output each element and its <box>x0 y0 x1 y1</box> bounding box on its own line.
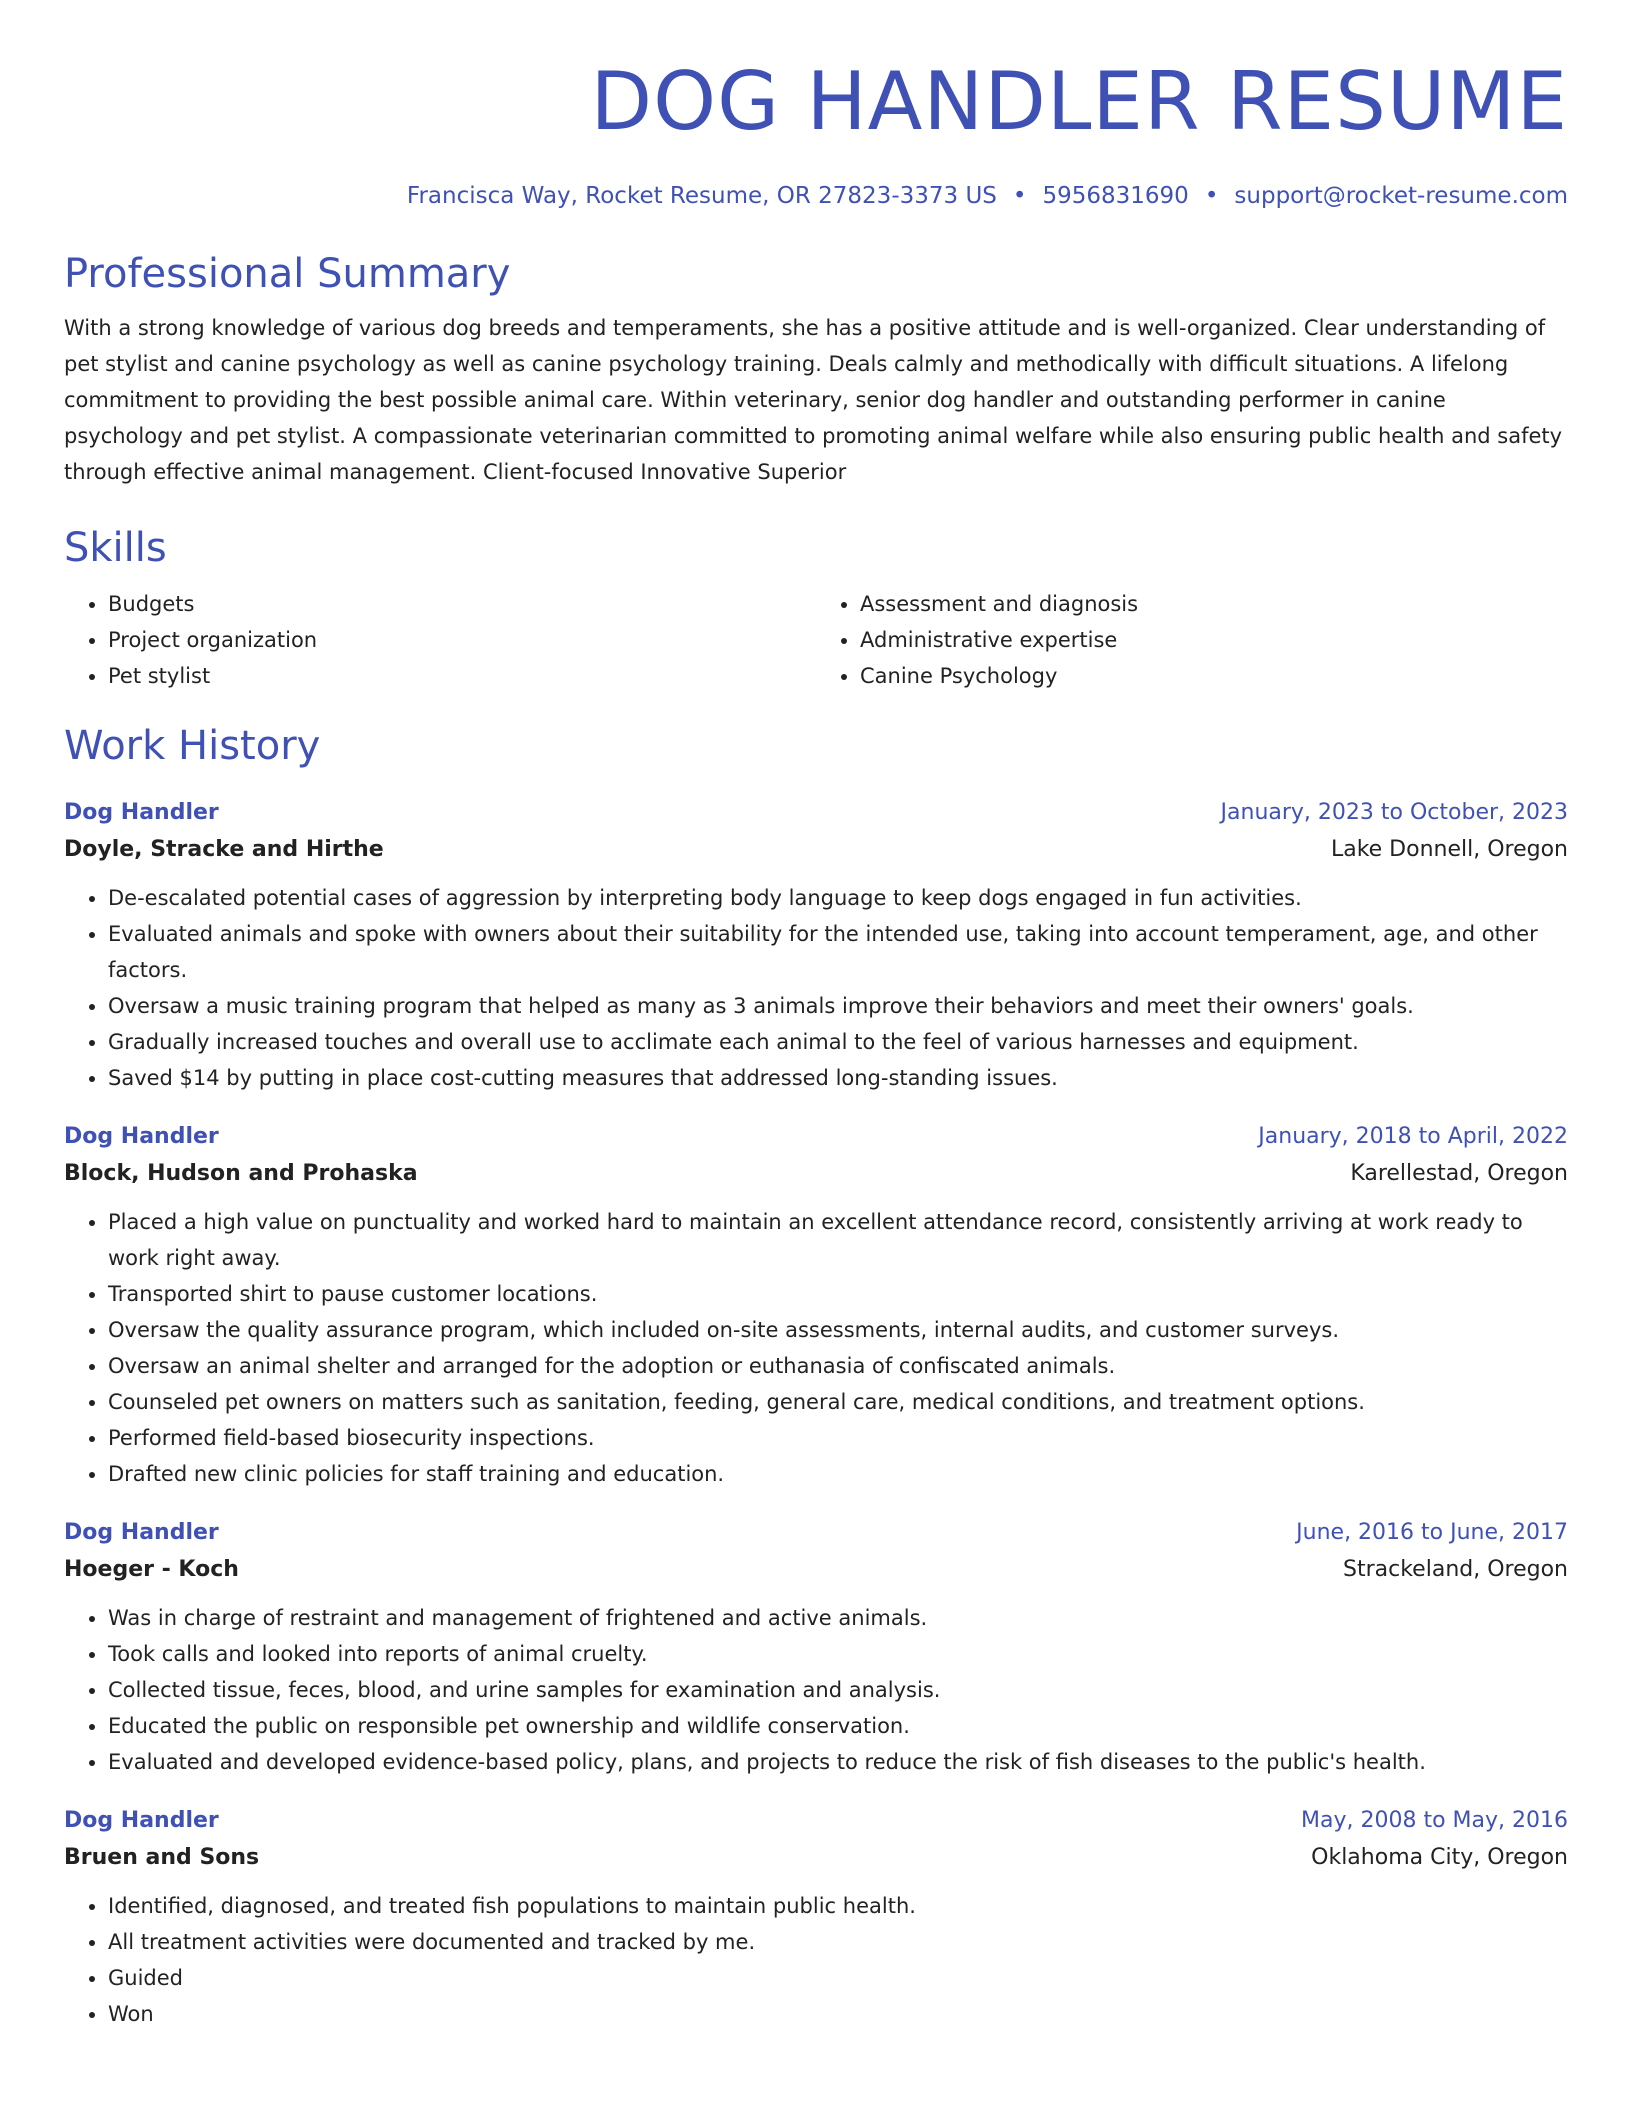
job-entry <box>64 796 1568 1096</box>
job-title: Dog Handler <box>64 1808 219 1833</box>
duty-item: • Educated the public on responsible pet ownership and wildlife conservation. <box>108 1708 1568 1744</box>
skill-item: • Administrative expertise <box>860 622 1568 658</box>
duty-item: • Oversaw an animal shelter and arranged for the adoption or euthanasia of confiscated animals. <box>108 1348 1568 1384</box>
duty-item: • Guided <box>108 1960 1568 1996</box>
job-dates: January, 2018 to April, 2022 <box>1258 1124 1568 1149</box>
duty-item: • Oversaw a music training program that helped as many as 3 animals improve their behaviors and meet their owners' goals. <box>108 988 1568 1024</box>
resume-page <box>64 52 1568 2032</box>
skills-heading: Skills <box>64 525 167 571</box>
company-name: Doyle, Stracke and Hirthe <box>64 837 384 862</box>
job-company-row <box>64 1550 1568 1590</box>
job-location: Lake Donnell, Oregon <box>1330 837 1568 862</box>
duty-item: • Identified, diagnosed, and treated fish populations to maintain public health. <box>108 1888 1568 1924</box>
duty-list <box>64 1600 1568 1780</box>
duty-item: • Evaluated and developed evidence-based policy, plans, and projects to reduce the risk of fish diseases to the public's health. <box>108 1744 1568 1780</box>
job-entry <box>64 1516 1568 1780</box>
job-header <box>64 796 1568 830</box>
duty-item: • Gradually increased touches and overall use to acclimate each animal to the feel of various harnesses and equipment. <box>108 1024 1568 1060</box>
separator-dot: • <box>1204 183 1219 209</box>
email-link[interactable]: support@rocket-resume.com <box>1234 183 1568 209</box>
contact-line <box>64 180 1568 212</box>
job-title: Dog Handler <box>64 800 219 825</box>
company-name: Block, Hudson and Prohaska <box>64 1161 418 1186</box>
duty-item: • Drafted new clinic policies for staff training and education. <box>108 1456 1568 1492</box>
job-dates: May, 2008 to May, 2016 <box>1301 1808 1568 1833</box>
job-title: Dog Handler <box>64 1520 219 1545</box>
separator-dot: • <box>1012 183 1027 209</box>
duty-item: • Evaluated animals and spoke with owners about their suitability for the intended use, taking into account temperament, age, and other factors. <box>108 916 1568 988</box>
duty-list <box>64 880 1568 1096</box>
job-header <box>64 1804 1568 1838</box>
duty-item: • All treatment activities were documented and tracked by me. <box>108 1924 1568 1960</box>
company-name: Bruen and Sons <box>64 1845 260 1870</box>
skills-list <box>64 586 1568 694</box>
skills-column-right <box>816 586 1568 694</box>
summary-text: With a strong knowledge of various dog breeds and temperaments, she has a positive attitude and is well-organized. Clear understanding of pet stylist and canine psychology as well as canine psychology training. Deals calmly and methodically with difficult situations. A lifelong commitment to providing the best possible animal care. Within veterinary, senior dog handler and outstanding performer in canine psychology and pet stylist. A compassionate veterinarian committed to promoting animal welfare while also ensuring public health and safety through effective animal management. Client-focused Innovative Superior <box>64 316 1563 484</box>
duty-item: • Took calls and looked into reports of animal cruelty. <box>108 1636 1568 1672</box>
skill-item: • Project organization <box>108 622 816 658</box>
job-company-row <box>64 830 1568 870</box>
resume-title: DOG HANDLER RESUME <box>590 55 1568 148</box>
duty-item: • De-escalated potential cases of aggression by interpreting body language to keep dogs engaged in fun activities. <box>108 880 1568 916</box>
duty-item: • Won <box>108 1996 1568 2032</box>
work-history-heading: Work History <box>64 723 321 769</box>
job-location: Karellestad, Oregon <box>1350 1161 1568 1186</box>
job-dates: June, 2016 to June, 2017 <box>1296 1520 1568 1545</box>
phone: 5956831690 <box>1042 183 1189 209</box>
job-header <box>64 1120 1568 1154</box>
job-company-row <box>64 1838 1568 1878</box>
duty-list <box>64 1204 1568 1492</box>
duty-list <box>64 1888 1568 2032</box>
address: Francisca Way, Rocket Resume, OR 27823-3373 US <box>406 183 997 209</box>
job-company-row <box>64 1154 1568 1194</box>
job-entry <box>64 1120 1568 1492</box>
duty-item: • Was in charge of restraint and management of frightened and active animals. <box>108 1600 1568 1636</box>
job-location: Oklahoma City, Oregon <box>1311 1845 1568 1870</box>
skills-column-left <box>64 586 816 694</box>
duty-item: • Performed field-based biosecurity inspections. <box>108 1420 1568 1456</box>
duty-item: • Saved $14 by putting in place cost-cutting measures that addressed long-standing issues. <box>108 1060 1568 1096</box>
job-header <box>64 1516 1568 1550</box>
skill-item: • Pet stylist <box>108 658 816 694</box>
duty-item: • Oversaw the quality assurance program, which included on-site assessments, internal audits, and customer surveys. <box>108 1312 1568 1348</box>
duty-item: • Collected tissue, feces, blood, and urine samples for examination and analysis. <box>108 1672 1568 1708</box>
skill-item: • Assessment and diagnosis <box>860 586 1568 622</box>
duty-item: • Transported shirt to pause customer locations. <box>108 1276 1568 1312</box>
job-location: Strackeland, Oregon <box>1343 1557 1568 1582</box>
skill-item: • Budgets <box>108 586 816 622</box>
duty-item: • Placed a high value on punctuality and worked hard to maintain an excellent attendance record, consistently arriving at work ready to work right away. <box>108 1204 1568 1276</box>
summary-heading: Professional Summary <box>64 251 511 297</box>
company-name: Hoeger - Koch <box>64 1557 239 1582</box>
job-title: Dog Handler <box>64 1124 219 1149</box>
skill-item: • Canine Psychology <box>860 658 1568 694</box>
job-entry <box>64 1804 1568 2032</box>
duty-item: • Counseled pet owners on matters such as sanitation, feeding, general care, medical conditions, and treatment options. <box>108 1384 1568 1420</box>
job-dates: January, 2023 to October, 2023 <box>1220 800 1568 825</box>
